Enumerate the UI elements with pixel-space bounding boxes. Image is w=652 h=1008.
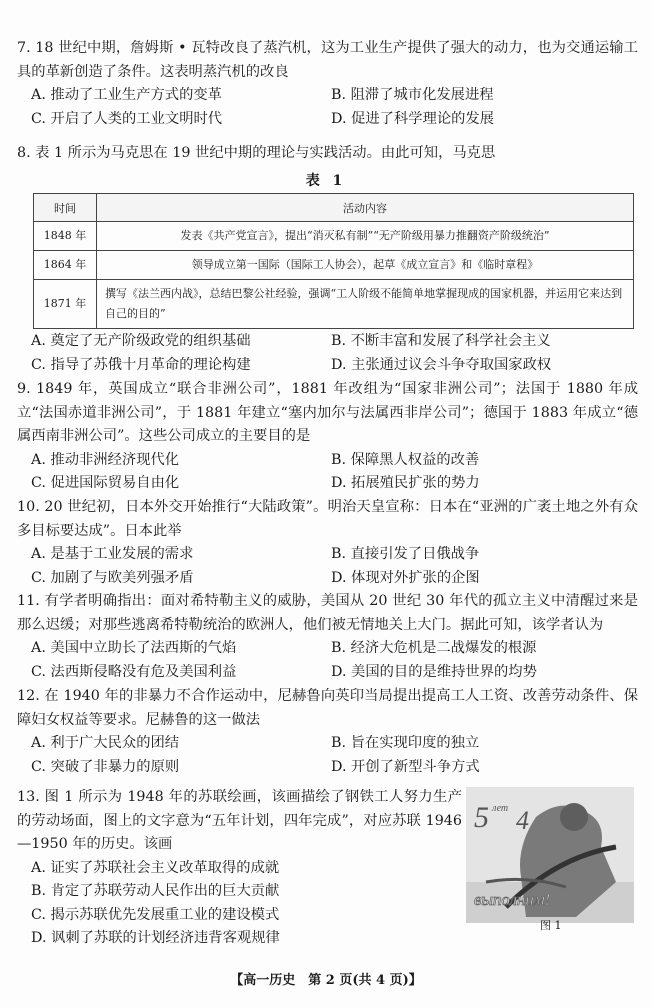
table-header-time: 时间 — [34, 194, 97, 222]
question-9-options — [17, 449, 638, 496]
option-b[interactable]: B. 直接引发了日俄战争 — [331, 546, 480, 562]
question-10-options — [17, 543, 638, 590]
question-11-stem: 11. 有学者明确指出：面对希特勒主义的威胁，美国从 20 世纪 30 年代的孤立主义中清醒过来是那么迟缓；对那些逃离希特勒统治的欧洲人，他们被无情地关上大门。据此可知，该学者认为 — [17, 593, 638, 633]
question-8-answers — [17, 330, 638, 377]
table-row — [34, 222, 634, 251]
question-10 — [17, 496, 638, 590]
option-d[interactable]: D. 促进了科学理论的发展 — [331, 110, 495, 127]
question-12-stem: 12. 在 1940 年的非暴力不合作运动中，尼赫鲁向英印当局提出提高工人工资、改善劳动条件、保障妇女权益等要求。尼赫鲁的这一做法 — [17, 688, 638, 728]
option-c[interactable]: C. 法西斯侵略没有危及美国利益 — [31, 663, 237, 680]
question-10-stem: 10. 20 世纪初，日本外交开始推行“大陆政策”。明治天皇宣称：日本在“亚洲的广袤土地之外有众多目标要达成”。日本此举 — [17, 499, 638, 539]
table-header-row — [34, 194, 634, 222]
option-b[interactable]: B. 肯定了苏联劳动人民作出的巨大贡献 — [31, 883, 280, 899]
question-7-options — [17, 84, 638, 131]
question-7 — [17, 37, 638, 131]
question-7-stem: 7. 18 世纪中期，詹姆斯 • 瓦特改良了蒸汽机，这为工业生产提供了强大的动力，也为交通运输工具的革新创造了条件。这表明蒸汽机的改良 — [17, 40, 638, 80]
figure-caption: 图 1 — [540, 919, 562, 932]
svg-text:4: 4 — [516, 806, 529, 835]
option-a[interactable]: A. 推动了工业生产方式的变革 — [31, 87, 222, 103]
soviet-poster-figure — [466, 787, 634, 923]
option-c[interactable]: C. 突破了非暴力的原则 — [31, 758, 180, 775]
question-12 — [17, 685, 638, 779]
option-c[interactable]: C. 加剧了与欧美列强矛盾 — [31, 569, 194, 586]
question-8-options — [17, 330, 638, 377]
table-cell-year: 1848 年 — [34, 222, 97, 251]
question-13-options — [17, 857, 462, 951]
option-b[interactable]: B. 经济大危机是二战爆发的根源 — [331, 640, 537, 656]
option-d[interactable]: D. 主张通过议会斗争夺取国家政权 — [331, 356, 552, 373]
option-a[interactable]: A. 是基于工业发展的需求 — [31, 546, 194, 562]
option-b[interactable]: B. 阻滞了城市化发展进程 — [331, 87, 494, 103]
table-cell-year: 1871 年 — [34, 280, 97, 329]
table-cell-content: 领导成立第一国际（国际工人协会），起草《成立宣言》和《临时章程》 — [97, 251, 634, 280]
question-13-stem: 13. 图 1 所示为 1948 年的苏联绘画，该画描绘了钢铁工人努力生产的劳动场面，图上的文字意为“五年计划，四年完成”，对应苏联 1946—1950 年的历史。该画 — [17, 789, 462, 852]
table-row — [34, 251, 634, 280]
option-c[interactable]: C. 促进国际贸易自由化 — [31, 475, 180, 491]
svg-text:выполним!: выполним! — [474, 890, 551, 909]
option-a[interactable]: A. 证实了苏联社会主义改革取得的成就 — [31, 859, 280, 876]
question-9 — [17, 378, 638, 496]
option-b[interactable]: B. 保障黑人权益的改善 — [331, 451, 480, 468]
svg-text:5: 5 — [474, 801, 489, 834]
option-a[interactable]: A. 美国中立助长了法西斯的气焰 — [31, 640, 237, 656]
option-d[interactable]: D. 体现对外扩张的企图 — [331, 569, 480, 586]
option-a[interactable]: A. 利于广大民众的团结 — [31, 735, 180, 751]
option-d[interactable]: D. 美国的目的是维持世界的均势 — [331, 663, 537, 680]
activity-table — [33, 193, 634, 329]
question-12-options — [17, 732, 638, 779]
option-a[interactable]: A. 奠定了无产阶级政党的组织基础 — [31, 333, 251, 349]
question-11 — [17, 590, 638, 684]
question-13 — [17, 786, 462, 951]
option-d[interactable]: D. 开创了新型斗争方式 — [331, 758, 480, 775]
table-cell-content: 撰写《法兰西内战》，总结巴黎公社经验，强调“工人阶级不能简单地掌握现成的国家机器，并运用它来达到自己的目的” — [97, 280, 634, 329]
option-c[interactable]: C. 指导了苏俄十月革命的理论构建 — [31, 356, 251, 373]
table-cell-content: 发表《共产党宣言》，提出“消灭私有制”“无产阶级用暴力推翻资产阶级统治” — [97, 222, 634, 251]
option-a[interactable]: A. 推动非洲经济现代化 — [31, 451, 180, 468]
question-11-options — [17, 637, 638, 684]
question-8 — [17, 142, 638, 166]
worker-illustration — [466, 787, 634, 923]
option-b[interactable]: B. 旨在实现印度的独立 — [331, 735, 480, 751]
question-8-stem: 8. 表 1 所示为马克思在 19 世纪中期的理论与实践活动。由此可知，马克思 — [17, 145, 496, 161]
option-d[interactable]: D. 拓展殖民扩张的势力 — [331, 475, 480, 491]
option-c[interactable]: C. 揭示苏联优先发展重工业的建设模式 — [31, 906, 280, 923]
table-caption: 表 1 — [305, 173, 347, 189]
option-c[interactable]: C. 开启了人类的工业文明时代 — [31, 110, 223, 127]
question-9-stem: 9. 1849 年，英国成立“联合非洲公司”，1881 年改组为“国家非洲公司”；法国于 1880 年成立“法国赤道非洲公司”，于 1881 年建立“塞内加尔与法属西非岸公司”；德国于 1883 年成立“德属西南非洲公司”。这些公司成立的主要目的是 — [17, 381, 638, 444]
table-row — [34, 280, 634, 329]
option-d[interactable]: D. 讽刺了苏联的计划经济违背客观规律 — [31, 930, 280, 946]
page-footer: 【高一历史 第 2 页(共 4 页)】 — [230, 973, 422, 988]
option-b[interactable]: B. 不断丰富和发展了科学社会主义 — [331, 333, 551, 349]
table-cell-year: 1864 年 — [34, 251, 97, 280]
svg-text:лет: лет — [492, 803, 509, 814]
table-header-content: 活动内容 — [97, 194, 634, 222]
